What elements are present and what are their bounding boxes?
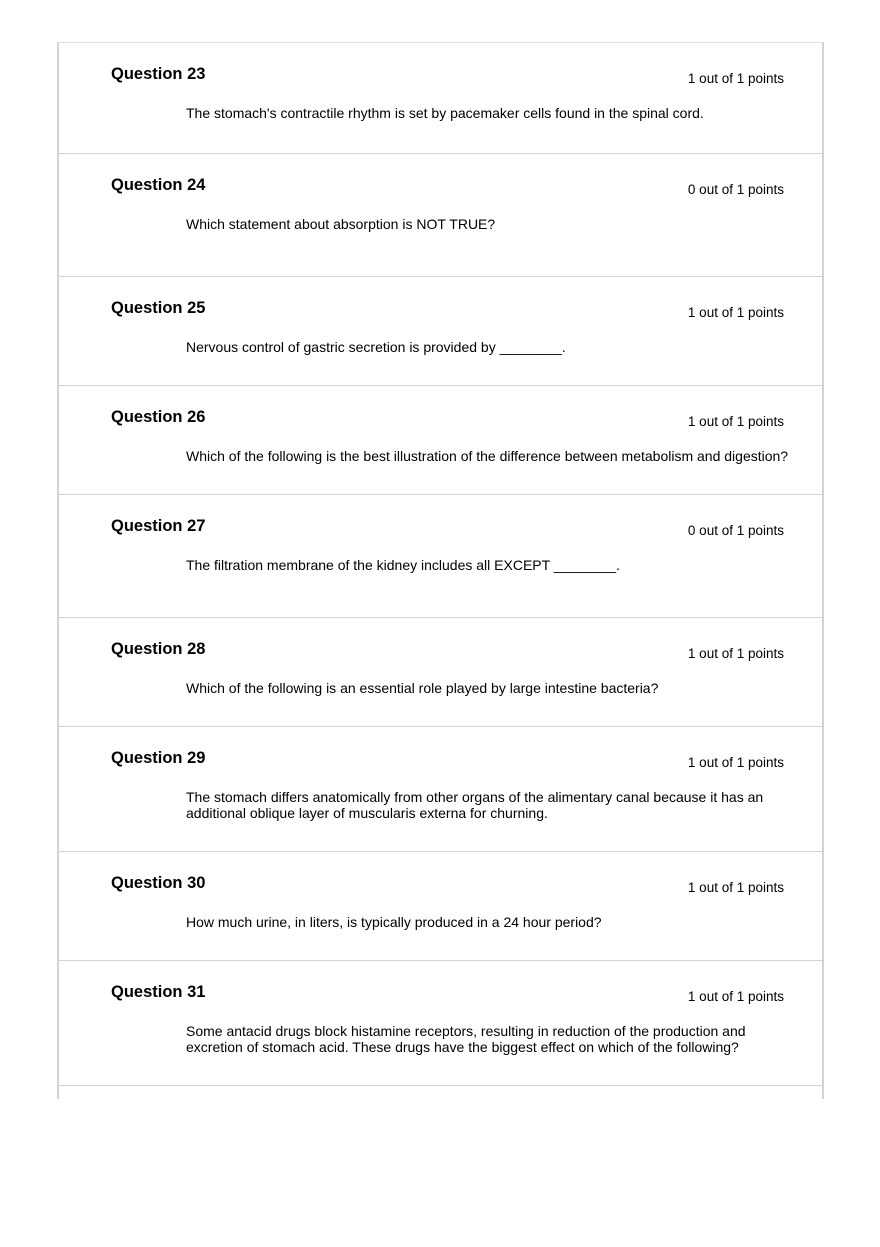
question-title: Question 24 [111,176,206,194]
question-title: Question 23 [111,65,206,83]
question-score: 0 out of 1 points [687,523,784,538]
question-block-26 [59,386,822,495]
question-block-29 [59,727,822,852]
question-title: Question 30 [111,874,206,892]
quiz-results-sheet [57,42,824,1099]
question-title: Question 29 [111,749,206,767]
question-text: Which of the following is an essential role played by large intestine bacteria? [186,680,659,696]
question-title: Question 26 [111,408,206,426]
question-title: Question 31 [111,983,206,1001]
question-text: Some antacid drugs block histamine receptors, resulting in reduction of the production and excretion of stomach acid. These drugs have the biggest effect on which of the following? [186,1023,746,1055]
question-score: 1 out of 1 points [687,414,784,429]
question-block-25 [59,277,822,386]
question-title: Question 28 [111,640,206,658]
question-score: 1 out of 1 points [687,755,784,770]
question-text: How much urine, in liters, is typically produced in a 24 hour period? [186,914,602,930]
question-title: Question 25 [111,299,206,317]
question-text: Nervous control of gastric secretion is provided by ________. [186,339,566,355]
question-block-31 [59,961,822,1086]
question-score: 1 out of 1 points [687,989,784,1004]
question-text: The filtration membrane of the kidney includes all EXCEPT ________. [186,557,620,573]
question-block-27 [59,495,822,618]
question-text: Which of the following is the best illustration of the difference between metabolism and digestion? [186,448,789,464]
question-score: 0 out of 1 points [687,182,784,197]
question-text: Which statement about absorption is NOT TRUE? [186,216,496,232]
question-score: 1 out of 1 points [687,646,784,661]
question-block-30 [59,852,822,961]
question-block-28 [59,618,822,727]
question-text: The stomach's contractile rhythm is set by pacemaker cells found in the spinal cord. [186,105,704,121]
question-score: 1 out of 1 points [687,880,784,895]
question-title: Question 27 [111,517,206,535]
question-block-23 [59,43,822,154]
question-text: The stomach differs anatomically from other organs of the alimentary canal because it has an additional oblique layer of muscularis externa for churning. [186,789,764,821]
question-score: 1 out of 1 points [687,305,784,320]
question-score: 1 out of 1 points [687,71,784,86]
question-block-24 [59,154,822,277]
